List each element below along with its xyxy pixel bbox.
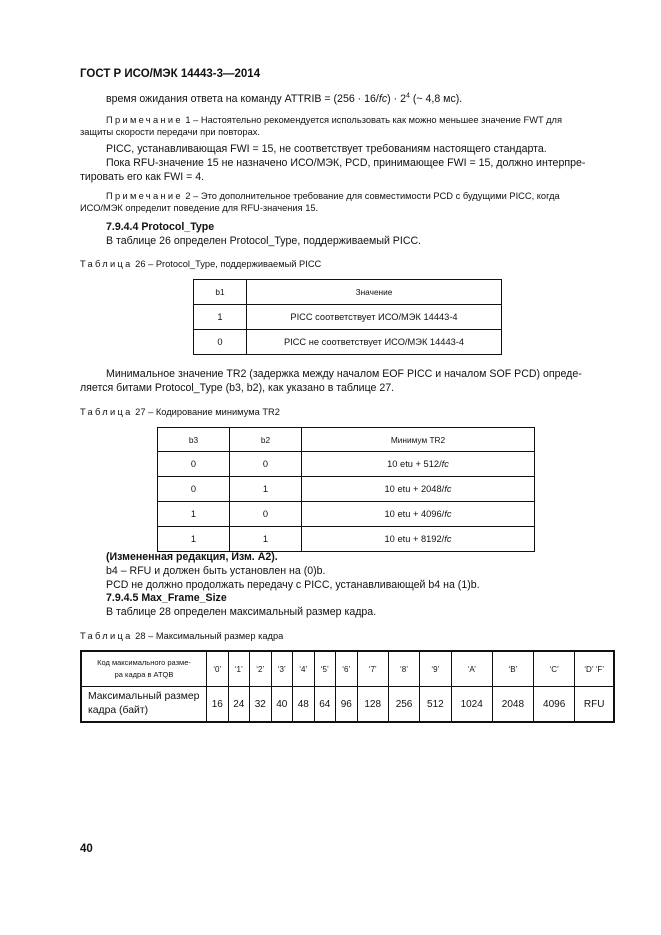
table-header-cell: Минимум TR2 — [302, 428, 535, 452]
table-cell: 1 — [230, 477, 302, 502]
table-header-cell: ‘6’ — [336, 651, 358, 687]
header-label-line: Код максимального разме- — [97, 658, 191, 667]
table-row — [158, 502, 535, 527]
table-26-caption-label: Таблица — [80, 259, 133, 269]
note-1-label: Примечание — [106, 115, 183, 125]
table-cell: 16 — [207, 687, 229, 723]
paragraph-pcd-b4: PCD не должно продолжать передачу с PICC, устанавливающей b4 на (1)b. — [106, 579, 480, 591]
table-28-caption-text: 28 – Максимальный размер кадра — [132, 631, 284, 641]
table-header-cell: b1 — [194, 280, 247, 305]
section-title-max-frame-size: 7.9.4.5 Max_Frame_Size — [106, 592, 227, 604]
paragraph-rfu-b: тировать его как FWI = 4. — [80, 171, 205, 183]
table-header-cell: ‘2’ — [250, 651, 272, 687]
table-header-cell — [81, 651, 207, 687]
tr2-value: 10 etu + 512/ — [387, 459, 442, 469]
note-2-line-a — [106, 190, 560, 203]
table-cell: 64 — [314, 687, 336, 723]
table-cell: 1 — [194, 305, 247, 330]
table-cell — [302, 452, 535, 477]
table-cell: 0 — [158, 477, 230, 502]
table-header-cell: Значение — [247, 280, 502, 305]
table-26 — [193, 279, 502, 355]
table-header-cell: ‘B’ — [492, 651, 533, 687]
table-cell: 40 — [271, 687, 293, 723]
table-row — [194, 305, 502, 330]
note-1-line-b: защиты скорости передачи при повторах. — [80, 127, 260, 137]
table-27-caption-text: 27 – Кодирование минимума TR2 — [132, 407, 280, 417]
table-header-cell: ‘C’ — [534, 651, 575, 687]
table-cell — [81, 687, 207, 723]
tr2-value: 10 etu + 8192/ — [384, 534, 445, 544]
paragraph-picc-fwi: PICC, устанавливающая FWI = 15, не соответствует требованиям настоящего стандарта. — [106, 143, 547, 155]
formula-text-c: (~ 4,8 мс). — [409, 93, 463, 105]
table-header-row — [194, 280, 502, 305]
table-header-cell: ‘D’ ‘F’ — [575, 651, 614, 687]
section-title-protocol-type: 7.9.4.4 Protocol_Type — [106, 221, 215, 233]
table-header-cell: ‘9’ — [420, 651, 451, 687]
table-row — [81, 687, 614, 723]
document-header: ГОСТ Р ИСО/МЭК 14443-3—2014 — [80, 68, 261, 80]
tr2-fc: fc — [444, 484, 452, 494]
table-header-cell: ‘1’ — [228, 651, 250, 687]
table-header-cell: ‘A’ — [451, 651, 492, 687]
paragraph-b4-rfu: b4 – RFU и должен быть установлен на (0)b. — [106, 565, 326, 577]
table-cell: 0 — [230, 502, 302, 527]
table-28-caption — [80, 631, 283, 641]
table-cell — [302, 477, 535, 502]
table-cell: RFU — [575, 687, 614, 723]
table-header-cell: ‘5’ — [314, 651, 336, 687]
table-row — [158, 477, 535, 502]
formula-text-b: ) · 2 — [387, 93, 406, 105]
tr2-value: 10 etu + 4096/ — [384, 509, 445, 519]
table-header-cell: ‘3’ — [271, 651, 293, 687]
row-label-line: кадра (байт) — [88, 705, 149, 716]
formula-fc: fc — [378, 93, 388, 105]
table-cell: 128 — [357, 687, 388, 723]
section-text-protocol-type: В таблице 26 определен Protocol_Type, поддерживаемый PICC. — [106, 235, 422, 247]
tr2-fc: fc — [444, 534, 452, 544]
formula-text-a: время ожидания ответа на команду ATTRIB = (256 · 16/ — [106, 93, 379, 105]
table-header-cell: ‘7’ — [357, 651, 388, 687]
table-cell — [302, 502, 535, 527]
table-cell: 256 — [388, 687, 419, 723]
note-2-text-a: 2 – Это дополнительное требование для совместимости PCD с будущими PICC, когда — [182, 191, 560, 201]
table-cell: 0 — [194, 330, 247, 355]
table-cell — [302, 527, 535, 552]
tr2-fc: fc — [444, 509, 452, 519]
table-cell: PICC соответствует ИСО/МЭК 14443-4 — [247, 305, 502, 330]
table-row — [194, 330, 502, 355]
table-26-caption-text: 26 – Protocol_Type, поддерживаемый PICC — [132, 259, 322, 269]
note-1-line-a — [106, 114, 562, 127]
table-cell: 2048 — [492, 687, 533, 723]
note-2-label: Примечание — [106, 191, 183, 201]
amendment-note: (Измененная редакция, Изм. А2). — [106, 551, 278, 563]
formula-exponent: 4 — [405, 92, 410, 100]
table-cell: 1 — [158, 527, 230, 552]
table-header-row — [158, 428, 535, 452]
table-26-caption — [80, 259, 321, 269]
table-cell: 512 — [420, 687, 451, 723]
table-28-caption-label: Таблица — [80, 631, 133, 641]
table-header-cell: ‘8’ — [388, 651, 419, 687]
table-cell: 96 — [336, 687, 358, 723]
table-header-cell: ‘0’ — [207, 651, 229, 687]
table-header-cell: b2 — [230, 428, 302, 452]
table-cell: 0 — [230, 452, 302, 477]
table-cell: 32 — [250, 687, 272, 723]
tr2-fc: fc — [441, 459, 449, 469]
table-cell: 1 — [230, 527, 302, 552]
table-28 — [80, 650, 615, 723]
note-2-line-b: ИСО/МЭК определит поведение для RFU-значения 15. — [80, 203, 319, 213]
paragraph-rfu-a: Пока RFU-значение 15 не назначено ИСО/МЭК, PCD, принимающее FWI = 15, должно интерпре- — [106, 157, 586, 169]
tr2-value: 10 etu + 2048/ — [384, 484, 445, 494]
table-27-caption — [80, 407, 280, 417]
table-header-cell: ‘4’ — [293, 651, 315, 687]
table-header-row — [81, 651, 614, 687]
table-cell: 4096 — [534, 687, 575, 723]
table-row — [158, 452, 535, 477]
table-cell: 1024 — [451, 687, 492, 723]
table-27 — [157, 427, 535, 552]
paragraph-tr2-b: ляется битами Protocol_Type (b3, b2), как указано в таблице 27. — [80, 382, 395, 394]
section-text-max-frame-size: В таблице 28 определен максимальный размер кадра. — [106, 606, 377, 618]
table-cell: 48 — [293, 687, 315, 723]
row-label-line: Максимальный размер — [88, 691, 200, 702]
table-cell: PICC не соответствует ИСО/МЭК 14443-4 — [247, 330, 502, 355]
fwt-formula-line — [106, 92, 462, 107]
table-cell: 0 — [158, 452, 230, 477]
header-label-line: ра кадра в ATQB — [114, 670, 174, 679]
table-header-cell: b3 — [158, 428, 230, 452]
note-1-text-a: 1 – Настоятельно рекомендуется использовать как можно меньшее значение FWT для — [182, 115, 562, 125]
table-cell: 24 — [228, 687, 250, 723]
table-row — [158, 527, 535, 552]
table-27-caption-label: Таблица — [80, 407, 133, 417]
paragraph-tr2-a: Минимальное значение TR2 (задержка между началом EOF PICC и началом SOF PCD) опреде- — [106, 368, 582, 380]
table-cell: 1 — [158, 502, 230, 527]
page-number: 40 — [80, 843, 93, 855]
